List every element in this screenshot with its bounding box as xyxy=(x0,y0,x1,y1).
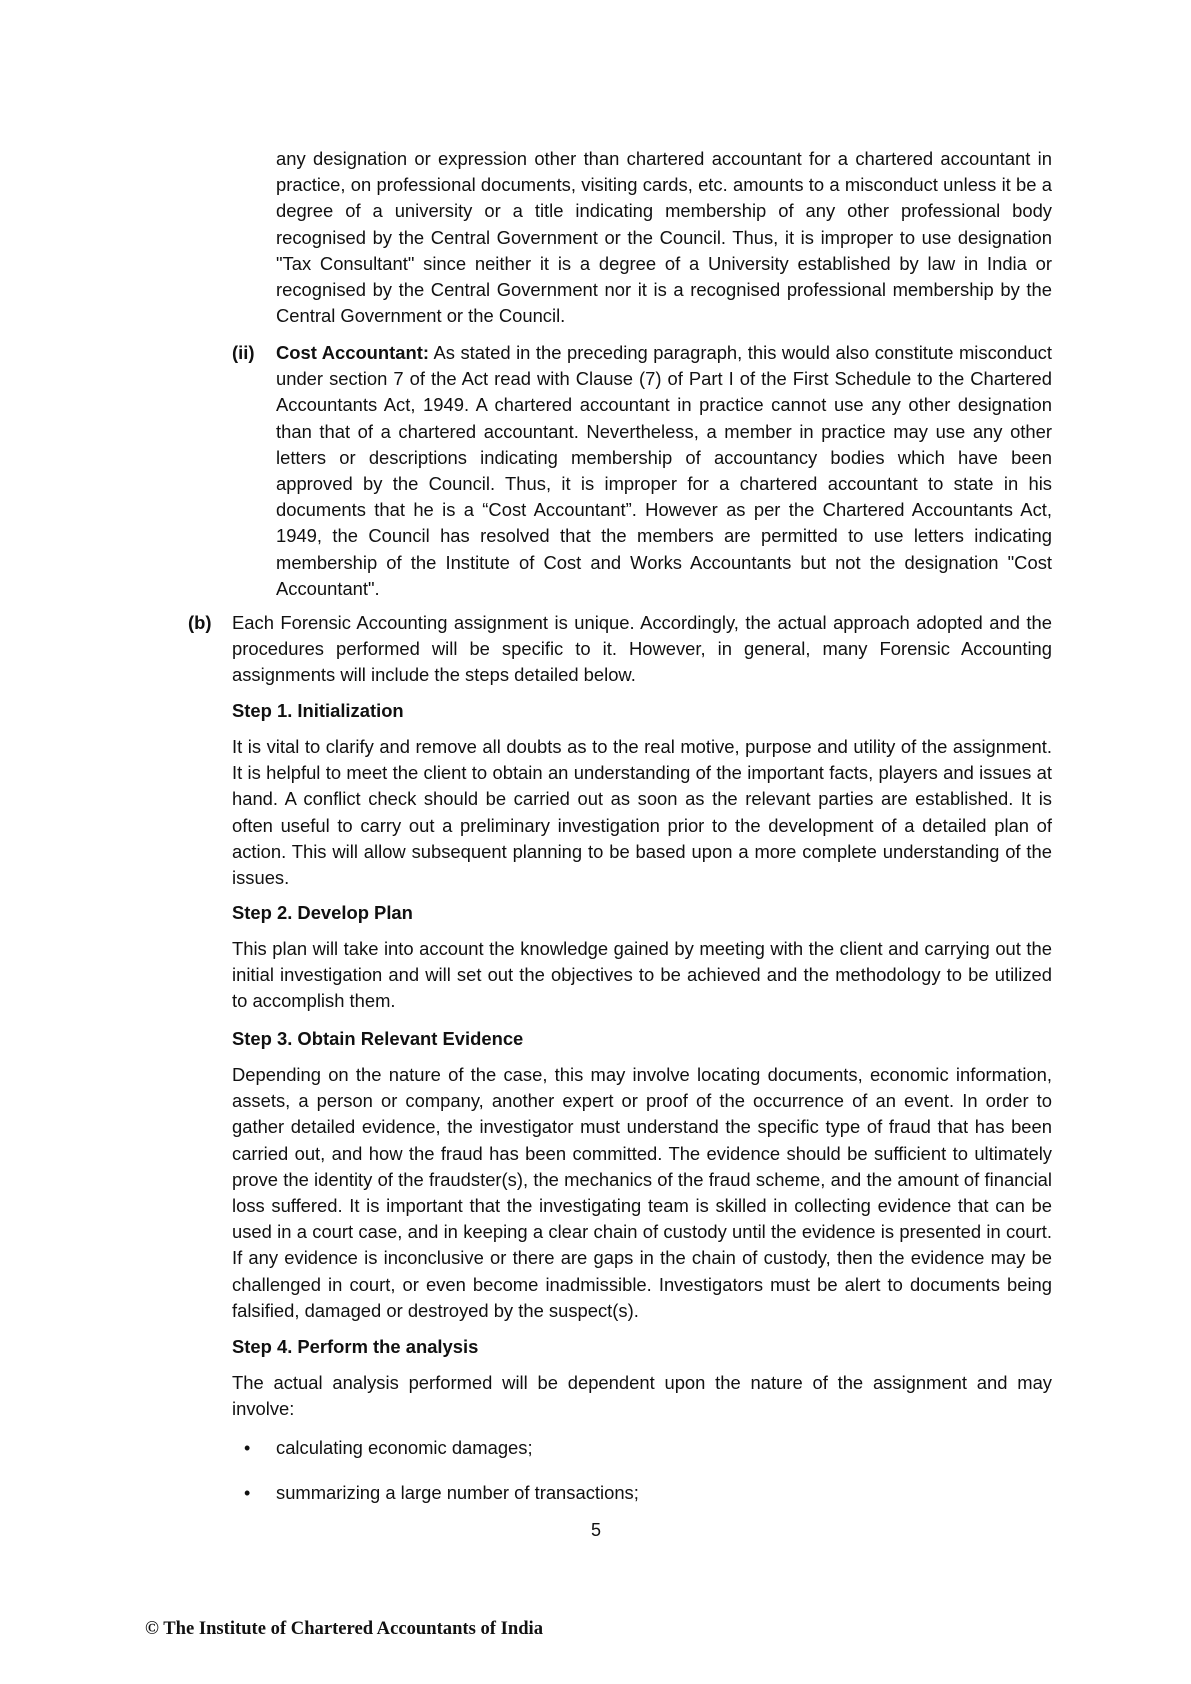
item-ii-label: (ii) xyxy=(232,342,255,363)
item-b-label: (b) xyxy=(188,612,212,633)
footer-copyright: © The Institute of Chartered Accountants of India xyxy=(145,1618,544,1639)
step-2-paragraph: This plan will take into account the knowledge gained by meeting with the client and carrying out the initial investigation and will set out the objectives to be achieved and the methodology to be utilized to accomplish them. xyxy=(232,938,1052,1012)
continuation-paragraph: any designation or expression other than chartered accountant for a chartered accountant in practice, on professional documents, visiting cards, etc. amounts to a misconduct unless it be a degree of a university or a title indicating membership of any other professional body recognised by the Central Government or the Council. Thus, it is improper to use designation "Tax Consultant" since neither it is a degree of a University established by law in India or recognised by the Central Government nor it is a recognised professional membership by the Central Government or the Council. xyxy=(276,148,1052,327)
bullet-item: calculating economic damages; xyxy=(276,1437,533,1458)
step-4-paragraph: The actual analysis performed will be dependent upon the nature of the assignment and may involve: xyxy=(232,1372,1052,1420)
item-ii-text: As stated in the preceding paragraph, this would also constitute misconduct under section 7 of the Act read with Clause (7) of Part I of the First Schedule to the Chartered Accountants Act, 1949. A chartered accountant in practice cannot use any other designation than that of a chartered accountant. Nevertheless, a member in practice may use any other letters or descriptions indicating membership of accountancy bodies which have been approved by the Council. Thus, it is improper for a chartered accountant to state in his documents that he is a “Cost Accountant”. However as per the Chartered Accountants Act, 1949, the Council has resolved that the members are permitted to use letters indicating membership of the Institute of Cost and Works Accountants but not the designation "Cost Accountant". xyxy=(276,342,1052,599)
page-number: 5 xyxy=(590,1520,601,1540)
item-ii-heading: Cost Accountant: xyxy=(276,342,429,363)
step-4-heading: Step 4. Perform the analysis xyxy=(232,1336,479,1357)
bullet-marker: • xyxy=(244,1438,251,1458)
bullet-marker: • xyxy=(244,1483,251,1503)
step-2-heading: Step 2. Develop Plan xyxy=(232,902,413,923)
step-1-paragraph: It is vital to clarify and remove all doubts as to the real motive, purpose and utility of the assignment. It is helpful to meet the client to obtain an understanding of the important facts, players and issues at hand. A conflict check should be carried out as soon as the relevant parties are established. It is often useful to carry out a preliminary investigation prior to the development of a detailed plan of action. This will allow subsequent planning to be based upon a more complete understanding of the issues. xyxy=(232,736,1052,889)
step-3-paragraph: Depending on the nature of the case, this may involve locating documents, economic information, assets, a person or company, another expert or proof of the occurrence of an event. In order to gather detailed evidence, the investigator must understand the specific type of fraud that has been carried out, and how the fraud has been committed. The evidence should be sufficient to ultimately prove the identity of the fraudster(s), the mechanics of the fraud scheme, and the amount of financial loss suffered. It is important that the investigating team is skilled in collecting evidence that can be used in a court case, and in keeping a clear chain of custody until the evidence is presented in court. If any evidence is inconclusive or there are gaps in the chain of custody, then the evidence may be challenged in court, or even become inadmissible. Investigators must be alert to documents being falsified, damaged or destroyed by the suspect(s). xyxy=(232,1064,1052,1321)
step-3-heading: Step 3. Obtain Relevant Evidence xyxy=(232,1028,524,1049)
step-1-heading: Step 1. Initialization xyxy=(232,700,404,721)
bullet-item: summarizing a large number of transactions; xyxy=(276,1482,639,1503)
item-ii-paragraph xyxy=(276,340,1052,602)
item-b-paragraph: Each Forensic Accounting assignment is unique. Accordingly, the actual approach adopted and the procedures performed will be specific to it. However, in general, many Forensic Accounting assignments will include the steps detailed below. xyxy=(232,612,1052,686)
